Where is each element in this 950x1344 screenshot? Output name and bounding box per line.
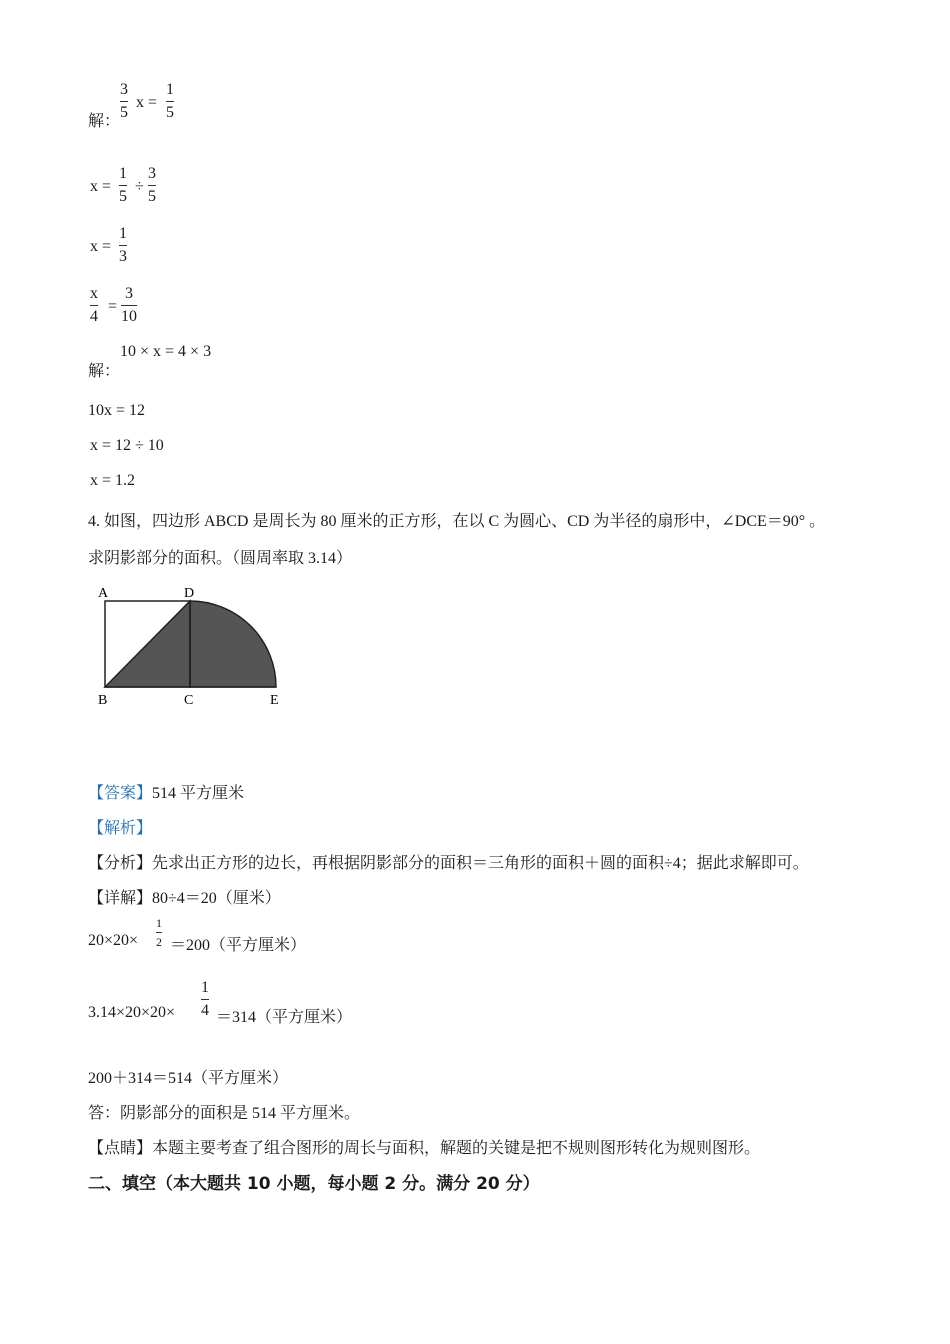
label-a: A — [98, 586, 109, 601]
fenxi-text: 先求出正方形的边长，再根据阴影部分的面积＝三角形的面积＋圆的面积÷4；据此求解即可。 — [152, 855, 809, 872]
detail-line — [88, 885, 281, 908]
equation-text: x = — [90, 238, 112, 255]
shaded-triangle — [105, 601, 190, 687]
analysis-tag: 【解析】 — [88, 820, 153, 837]
dianjing-text: 本题主要考查了组合图形的周长与面积，解题的关键是把不规则图形转化为规则图形。 — [152, 1140, 761, 1157]
detail-text: 80÷4＝20（厘米） — [152, 890, 281, 907]
calc-line: 200＋314＝514（平方厘米） — [88, 1070, 289, 1087]
fraction: x 4 — [90, 285, 98, 325]
detail-tag: 【详解】 — [88, 890, 153, 907]
fraction: 1 5 — [166, 81, 174, 121]
fraction: 1 2 — [156, 916, 162, 949]
answer-text: 514 平方厘米 — [152, 785, 245, 802]
solution-label: 解： — [88, 363, 121, 380]
section-heading: 二、填空（本大题共 10 小题，每小题 2 分。满分 20 分） — [88, 1174, 540, 1194]
label-b: B — [98, 693, 108, 708]
fenxi-tag: 【分析】 — [88, 855, 153, 872]
answer-line — [88, 780, 244, 803]
fraction: 1 3 — [119, 225, 127, 265]
equation-line: 10x = 12 — [88, 402, 146, 419]
calc-result: ＝314（平方厘米） — [216, 1009, 353, 1026]
divide-sign: ÷ — [135, 178, 144, 195]
fraction: 1 4 — [201, 979, 209, 1019]
equation-text: x = — [136, 94, 158, 111]
dianjing-line — [88, 1135, 760, 1158]
final-answer: 答：阴影部分的面积是 514 平方厘米。 — [88, 1105, 361, 1122]
label-e: E — [270, 693, 279, 708]
answer-tag: 【答案】 — [88, 785, 153, 802]
equation-text: x = — [90, 178, 112, 195]
fraction: 3 5 — [148, 165, 156, 205]
equation-line: 10 × x = 4 × 3 — [120, 343, 212, 360]
calc-result: ＝200（平方厘米） — [170, 937, 307, 954]
equals-sign: = — [108, 298, 118, 315]
fraction: 3 10 — [121, 285, 137, 325]
equation-line: x = 12 ÷ 10 — [90, 437, 164, 454]
question-text: 4. 如图，四边形 ABCD 是周长为 80 厘米的正方形，在以 C 为圆心、CD 为半径的扇形中，∠DCE＝90° 。 — [88, 513, 826, 530]
fraction: 3 5 — [120, 81, 128, 121]
fraction: 1 5 — [119, 165, 127, 205]
solution-label: 解： — [88, 113, 121, 130]
label-c: C — [184, 693, 194, 708]
shaded-sector — [190, 601, 276, 687]
fenxi-line — [88, 850, 809, 873]
calc-line: 3.14×20×20× — [88, 1004, 176, 1021]
geometry-figure — [92, 578, 292, 713]
question-text: 求阴影部分的面积。（圆周率取 3.14） — [88, 550, 353, 567]
equation-line: x = 1.2 — [90, 472, 136, 489]
label-d: D — [184, 586, 195, 601]
calc-line: 20×20× — [88, 932, 139, 949]
dianjing-tag: 【点睛】 — [88, 1140, 153, 1157]
